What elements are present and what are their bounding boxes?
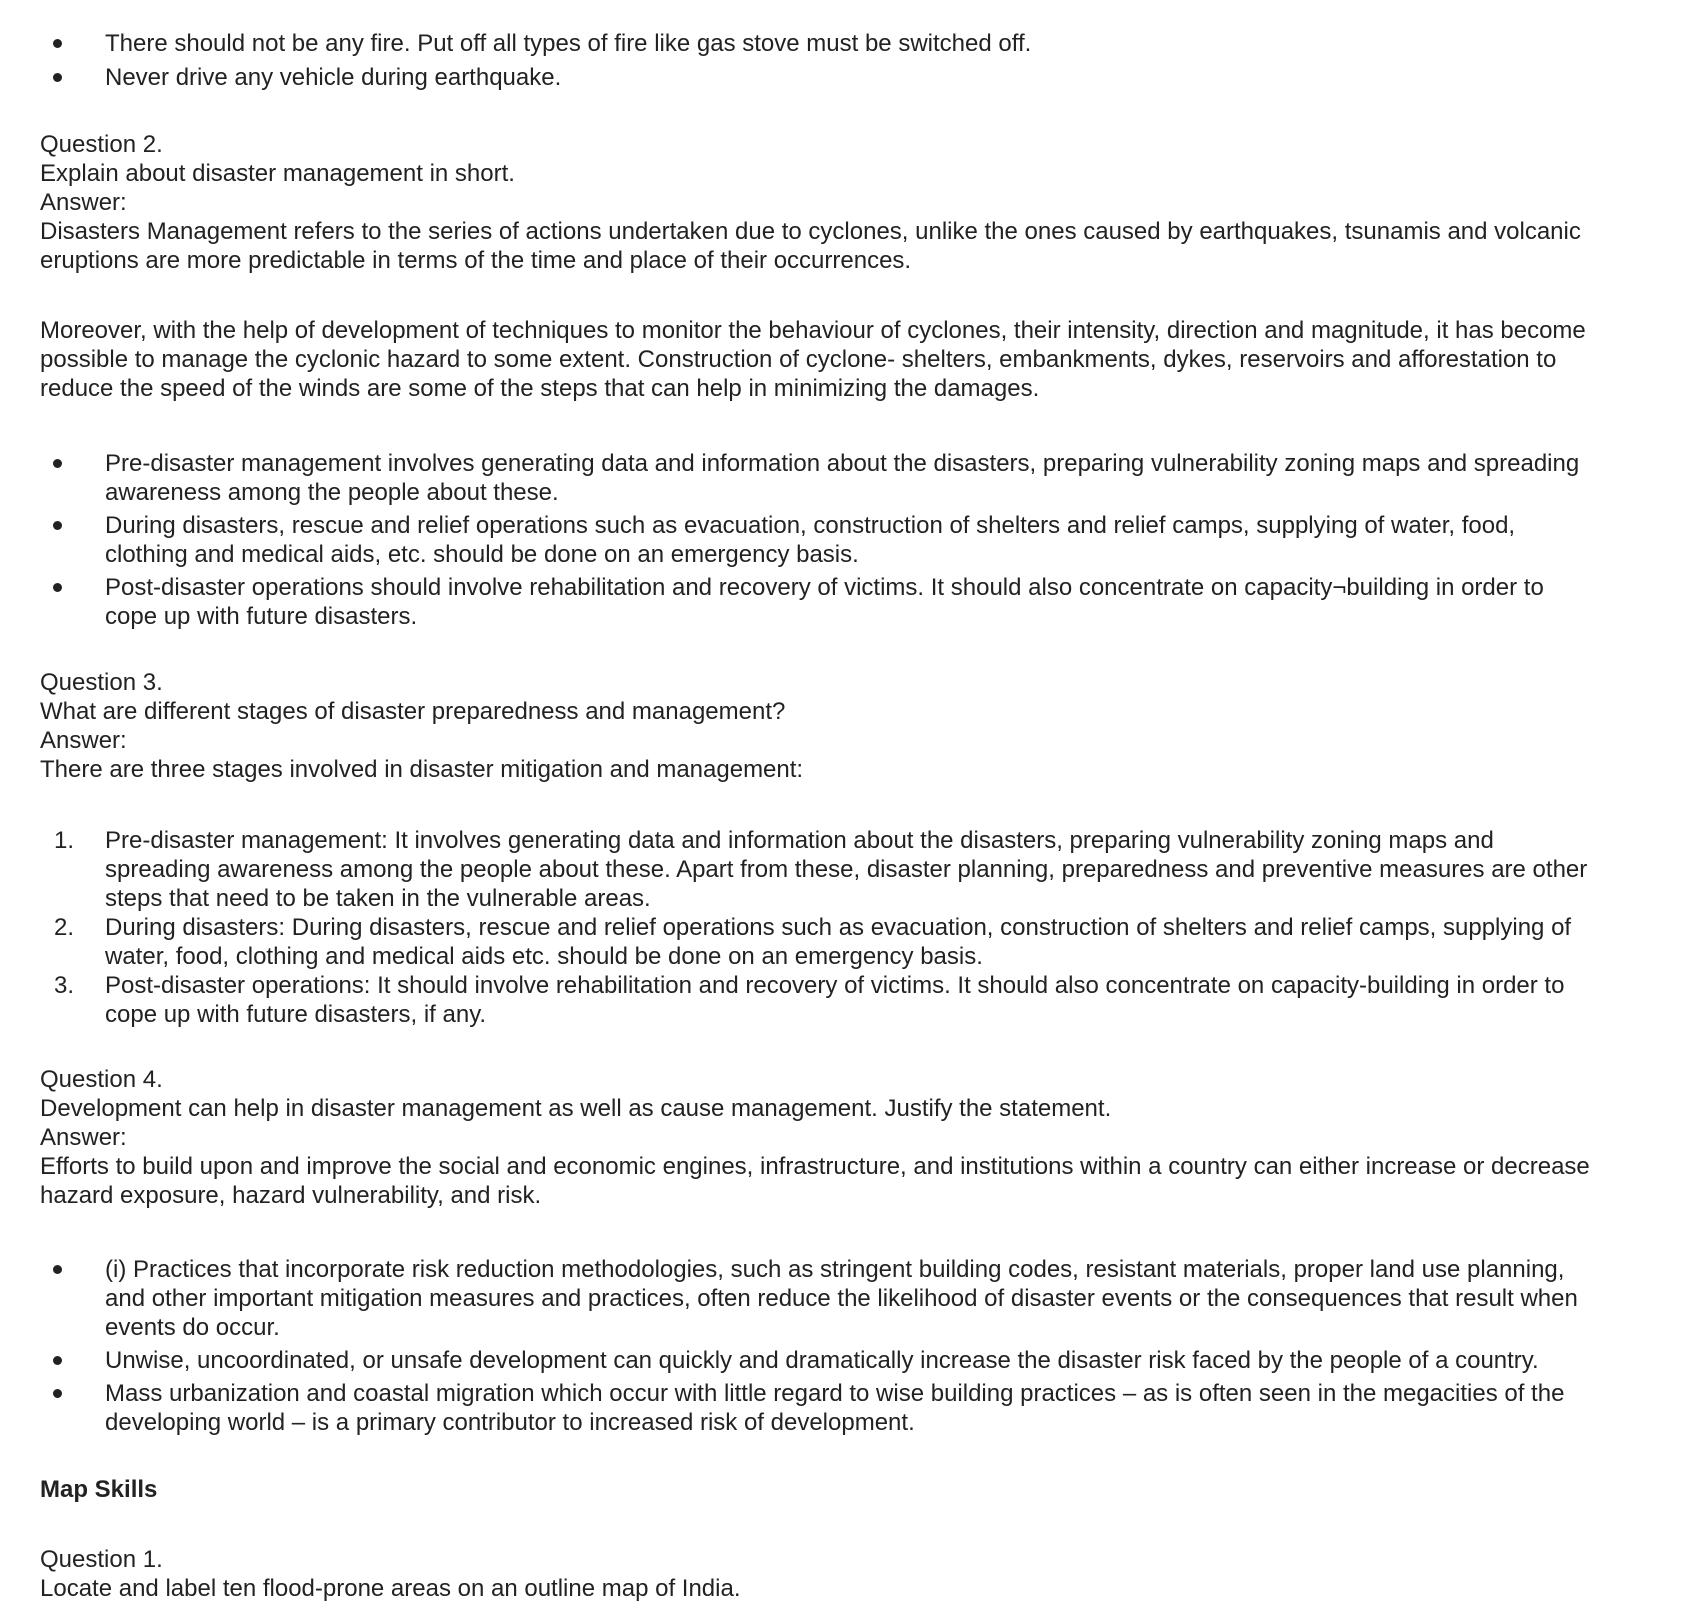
map-question-1-block xyxy=(40,1545,1670,1603)
list-item-text: Mass urbanization and coastal migration which occur with little regard to wise building practices – as is often seen in the megacities of the xyxy=(105,1380,1565,1407)
question-2-block xyxy=(40,130,1670,275)
map-skills-section xyxy=(40,1475,1670,1504)
list-item-text: Pre-disaster management involves generating data and information about the disasters, preparing vulnerability zoning maps and spreading xyxy=(105,450,1580,477)
answer-label: Answer: xyxy=(40,1124,127,1151)
answer-intro: There are three stages involved in disaster mitigation and management: xyxy=(40,756,804,783)
list-item xyxy=(0,1255,1670,1342)
list-item xyxy=(0,971,1670,1029)
list-number: 2. xyxy=(54,914,75,941)
list-item-text: During disasters, rescue and relief operations such as evacuation, construction of shelters and relief camps, supplying of water, food, xyxy=(105,512,1516,539)
list-item-text: spreading awareness among the people about these. Apart from these, disaster planning, preparedness and preventive measures are other xyxy=(105,856,1588,883)
bullet-icon xyxy=(53,459,62,468)
list-item xyxy=(0,1379,1670,1437)
list-item xyxy=(0,1346,1670,1375)
list-item xyxy=(0,826,1670,913)
list-item xyxy=(0,913,1670,971)
list-item xyxy=(0,63,1670,92)
answer-paragraph-line: eruptions are more predictable in terms of the time and place of their occurrences. xyxy=(40,247,912,274)
list-item-text: Post-disaster operations should involve rehabilitation and recovery of victims. It should also concentrate on capacity¬building in order to xyxy=(105,574,1544,601)
list-number: 1. xyxy=(54,827,75,854)
list-item xyxy=(0,511,1670,569)
bullet-icon xyxy=(53,583,62,592)
list-item-text: cope up with future disasters, if any. xyxy=(105,1001,487,1028)
list-item-text: developing world – is a primary contributor to increased risk of development. xyxy=(105,1409,915,1436)
question-4-block xyxy=(40,1065,1670,1210)
earthquake-tips-list xyxy=(0,29,1670,96)
paragraph-line: Moreover, with the help of development of techniques to monitor the behaviour of cyclones, their intensity, direction and magnitude, it has become xyxy=(40,317,1586,344)
list-item-text: There should not be any fire. Put off all types of fire like gas stove must be switched off. xyxy=(105,30,1032,57)
list-item xyxy=(0,573,1670,631)
question-2-bullets xyxy=(0,449,1670,635)
paragraph-line: possible to manage the cyclonic hazard to some extent. Construction of cyclone- shelters, embankments, dykes, reservoirs and afforestation to xyxy=(40,346,1557,373)
question-3-stages-list xyxy=(0,826,1670,1029)
list-item xyxy=(0,29,1670,58)
bullet-icon xyxy=(53,521,62,530)
bullet-icon xyxy=(53,1265,62,1274)
list-item-text: and other important mitigation measures and practices, often reduce the likelihood of disaster events or the consequences that result when xyxy=(105,1285,1578,1312)
list-item-text: cope up with future disasters. xyxy=(105,603,418,630)
list-item-text: water, food, clothing and medical aids etc. should be done on an emergency basis. xyxy=(105,943,983,970)
answer-label: Answer: xyxy=(40,189,127,216)
bullet-icon xyxy=(53,73,62,82)
list-item-text: events do occur. xyxy=(105,1314,280,1341)
question-label: Question 3. xyxy=(40,669,163,696)
answer-paragraph-line: Disasters Management refers to the series of actions undertaken due to cyclones, unlike the ones caused by earthquakes, tsunamis and volcanic xyxy=(40,218,1581,245)
list-item-text: clothing and medical aids, etc. should be done on an emergency basis. xyxy=(105,541,859,568)
bullet-icon xyxy=(53,39,62,48)
list-item-text: Post-disaster operations: It should involve rehabilitation and recovery of victims. It should also concentrate on capacity-building in order to xyxy=(105,972,1565,999)
list-item xyxy=(0,449,1670,507)
question-text: Explain about disaster management in short. xyxy=(40,160,515,187)
question-label: Question 1. xyxy=(40,1546,163,1573)
list-number: 3. xyxy=(54,972,75,999)
bullet-icon xyxy=(53,1356,62,1365)
list-item-text: Unwise, uncoordinated, or unsafe development can quickly and dramatically increase the disaster risk faced by the people of a country. xyxy=(105,1347,1539,1374)
answer-paragraph-line: Efforts to build upon and improve the social and economic engines, infrastructure, and institutions within a country can either increase or decrease xyxy=(40,1153,1590,1180)
bullet-icon xyxy=(53,1389,62,1398)
question-label: Question 2. xyxy=(40,131,163,158)
question-label: Question 4. xyxy=(40,1066,163,1093)
list-item-text: Never drive any vehicle during earthquake. xyxy=(105,64,562,91)
question-4-bullets xyxy=(0,1255,1670,1441)
question-text: Development can help in disaster management as well as cause management. Justify the statement. xyxy=(40,1095,1112,1122)
answer-paragraph-line: hazard exposure, hazard vulnerability, and risk. xyxy=(40,1182,542,1209)
question-3-block xyxy=(40,668,1670,784)
question-2-paragraph-2 xyxy=(40,316,1670,403)
answer-label: Answer: xyxy=(40,727,127,754)
question-text: Locate and label ten flood-prone areas on an outline map of India. xyxy=(40,1575,741,1602)
list-item-text: awareness among the people about these. xyxy=(105,479,559,506)
paragraph-line: reduce the speed of the winds are some of the steps that can help in minimizing the damages. xyxy=(40,375,1040,402)
list-item-text: steps that need to be taken in the vulnerable areas. xyxy=(105,885,651,912)
list-item-text: During disasters: During disasters, rescue and relief operations such as evacuation, construction of shelters and relief camps, supplying of xyxy=(105,914,1572,941)
question-text: What are different stages of disaster preparedness and management? xyxy=(40,698,786,725)
section-heading: Map Skills xyxy=(40,1476,158,1503)
list-item-text: (i) Practices that incorporate risk reduction methodologies, such as stringent building codes, resistant materials, proper land use planning, xyxy=(105,1256,1565,1283)
list-item-text: Pre-disaster management: It involves generating data and information about the disasters, preparing vulnerability zoning maps and xyxy=(105,827,1494,854)
